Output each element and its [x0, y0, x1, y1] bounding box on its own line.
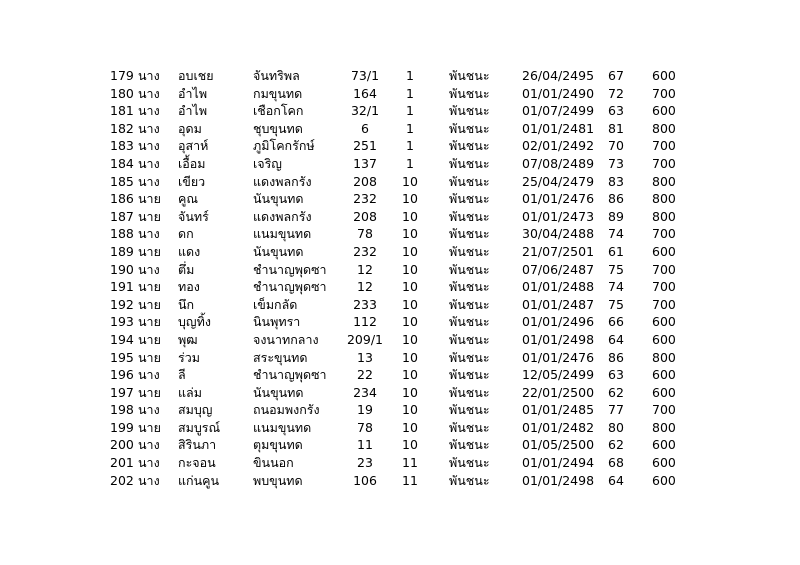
row-house-number: 78: [357, 419, 373, 435]
row-village-number: 10: [402, 437, 418, 453]
row-birth-date: 01/01/2498: [522, 472, 595, 488]
row-first-name: คูณ: [178, 191, 198, 207]
table-row: [106, 67, 696, 85]
row-title: นาง: [138, 103, 160, 119]
row-birth-date: 01/01/2476: [522, 191, 595, 207]
row-birth-date: 01/01/2481: [522, 120, 595, 136]
row-surname: ชำนาญพุดซา: [253, 367, 327, 383]
row-number: 191: [110, 279, 134, 295]
row-number: 183: [110, 138, 134, 154]
row-title: นาง: [138, 437, 160, 453]
row-first-name: อุสาห์: [178, 138, 209, 154]
table-row: [106, 419, 696, 437]
row-village-number: 10: [402, 349, 418, 365]
row-age: 63: [608, 367, 624, 383]
row-village-number: 1: [406, 155, 414, 171]
row-subdistrict: พันชนะ: [449, 472, 490, 488]
row-surname: เข็มกลัด: [253, 296, 298, 312]
row-birth-date: 26/04/2495: [522, 68, 595, 83]
row-first-name: จันทร์: [178, 208, 209, 224]
row-house-number: 73/1: [350, 68, 380, 83]
row-number: 194: [110, 331, 134, 347]
row-surname: ชำนาญพุดซา: [253, 261, 327, 277]
row-allowance-amount: 800: [652, 419, 676, 435]
row-birth-date: 21/07/2501: [522, 243, 595, 259]
row-age: 68: [608, 455, 624, 471]
row-number: 180: [110, 85, 134, 101]
row-allowance-amount: 800: [652, 208, 676, 224]
row-age: 81: [608, 120, 624, 136]
row-birth-date: 07/06/2487: [522, 261, 595, 277]
row-subdistrict: พันชนะ: [449, 173, 490, 189]
row-surname: จันทริพล: [253, 68, 300, 83]
row-first-name: อำไพ: [178, 103, 208, 119]
row-house-number: 23: [357, 455, 373, 471]
row-surname: กมขุนทด: [253, 85, 303, 101]
row-number: 179: [110, 68, 134, 83]
row-subdistrict: พันชนะ: [449, 331, 490, 347]
row-subdistrict: พันชนะ: [449, 191, 490, 207]
row-house-number: 106: [353, 472, 377, 488]
row-village-number: 10: [402, 367, 418, 383]
row-surname: ชุบขุนทด: [253, 120, 303, 136]
row-allowance-amount: 600: [652, 472, 676, 488]
table-row: [106, 243, 696, 261]
row-village-number: 10: [402, 384, 418, 400]
row-subdistrict: พันชนะ: [449, 68, 490, 83]
row-house-number: 11: [357, 437, 373, 453]
row-number: 189: [110, 243, 134, 259]
row-house-number: 32/1: [350, 103, 380, 119]
row-title: นาย: [138, 296, 161, 312]
row-allowance-amount: 600: [652, 437, 676, 453]
row-village-number: 10: [402, 419, 418, 435]
table-row: [106, 296, 696, 314]
table-row: [106, 85, 696, 103]
row-title: นาง: [138, 173, 160, 189]
table-row: [106, 155, 696, 173]
row-birth-date: 01/01/2490: [522, 85, 595, 101]
row-first-name: อบเชย: [178, 68, 214, 83]
row-allowance-amount: 700: [652, 138, 676, 154]
row-subdistrict: พันชนะ: [449, 455, 490, 471]
row-first-name: กะจอน: [178, 455, 216, 471]
row-house-number: 232: [353, 191, 377, 207]
row-subdistrict: พันชนะ: [449, 384, 490, 400]
row-house-number: 251: [353, 138, 377, 154]
row-surname: ตุมขุนทด: [253, 437, 303, 453]
row-birth-date: 01/01/2496: [522, 314, 595, 330]
row-first-name: เอื้อม: [178, 155, 206, 171]
row-house-number: 137: [353, 155, 377, 171]
table-row: [106, 401, 696, 419]
row-number: 198: [110, 402, 134, 418]
row-birth-date: 01/01/2485: [522, 402, 595, 418]
row-house-number: 209/1: [346, 331, 384, 347]
row-house-number: 13: [357, 349, 373, 365]
row-village-number: 11: [402, 472, 418, 488]
row-village-number: 10: [402, 279, 418, 295]
row-number: 184: [110, 155, 134, 171]
row-birth-date: 01/01/2498: [522, 331, 595, 347]
row-allowance-amount: 700: [652, 155, 676, 171]
row-age: 83: [608, 173, 624, 189]
row-number: 192: [110, 296, 134, 312]
row-first-name: พุฒ: [178, 331, 198, 347]
row-house-number: 232: [353, 243, 377, 259]
row-birth-date: 30/04/2488: [522, 226, 595, 242]
row-first-name: ร่วม: [178, 349, 200, 365]
row-number: 186: [110, 191, 134, 207]
row-number: 197: [110, 384, 134, 400]
row-house-number: 164: [353, 85, 377, 101]
row-village-number: 10: [402, 191, 418, 207]
row-village-number: 10: [402, 331, 418, 347]
row-allowance-amount: 600: [652, 103, 676, 119]
row-birth-date: 22/01/2500: [522, 384, 595, 400]
row-village-number: 1: [406, 103, 414, 119]
row-allowance-amount: 700: [652, 261, 676, 277]
row-house-number: 6: [361, 120, 369, 136]
row-title: นาย: [138, 314, 161, 330]
row-age: 74: [608, 226, 624, 242]
row-village-number: 10: [402, 226, 418, 242]
row-age: 77: [608, 402, 624, 418]
table-row: [106, 472, 696, 490]
row-birth-date: 01/01/2482: [522, 419, 595, 435]
row-first-name: ทอง: [178, 279, 200, 295]
row-number: 182: [110, 120, 134, 136]
row-title: นาย: [138, 208, 161, 224]
row-surname: พบขุนทด: [253, 472, 303, 488]
row-allowance-amount: 600: [652, 455, 676, 471]
row-birth-date: 01/07/2499: [522, 103, 595, 119]
row-house-number: 19: [357, 402, 373, 418]
row-title: นาง: [138, 138, 160, 154]
row-allowance-amount: 800: [652, 120, 676, 136]
row-age: 67: [608, 68, 624, 83]
row-house-number: 208: [353, 173, 377, 189]
row-allowance-amount: 700: [652, 279, 676, 295]
row-village-number: 10: [402, 173, 418, 189]
row-first-name: บุญทิ้ง: [178, 314, 211, 330]
row-surname: จงนาทกลาง: [253, 331, 319, 347]
row-birth-date: 01/01/2488: [522, 279, 595, 295]
row-subdistrict: พันชนะ: [449, 120, 490, 136]
row-subdistrict: พันชนะ: [449, 155, 490, 171]
row-village-number: 10: [402, 402, 418, 418]
row-village-number: 10: [402, 208, 418, 224]
row-allowance-amount: 700: [652, 85, 676, 101]
row-title: นาย: [138, 384, 161, 400]
table-row: [106, 173, 696, 191]
row-title: นาง: [138, 85, 160, 101]
table-row: [106, 384, 696, 402]
row-house-number: 78: [357, 226, 373, 242]
row-village-number: 10: [402, 296, 418, 312]
row-subdistrict: พันชนะ: [449, 138, 490, 154]
row-title: นาย: [138, 191, 161, 207]
row-allowance-amount: 600: [652, 384, 676, 400]
row-age: 63: [608, 103, 624, 119]
row-surname: นันขุนทด: [253, 384, 304, 400]
row-first-name: สมบุญ: [178, 402, 213, 418]
row-allowance-amount: 600: [652, 243, 676, 259]
row-allowance-amount: 700: [652, 402, 676, 418]
row-allowance-amount: 800: [652, 349, 676, 365]
row-allowance-amount: 600: [652, 367, 676, 383]
row-subdistrict: พันชนะ: [449, 103, 490, 119]
row-title: นาง: [138, 120, 160, 136]
row-subdistrict: พันชนะ: [449, 437, 490, 453]
row-birth-date: 07/08/2489: [522, 155, 595, 171]
row-house-number: 208: [353, 208, 377, 224]
row-title: นาง: [138, 402, 160, 418]
table-row: [106, 366, 696, 384]
row-age: 86: [608, 349, 624, 365]
row-surname: นันขุนทด: [253, 243, 304, 259]
table-row: [106, 454, 696, 472]
roster-table: [106, 67, 696, 489]
row-birth-date: 01/01/2473: [522, 208, 595, 224]
row-age: 66: [608, 314, 624, 330]
row-birth-date: 25/04/2479: [522, 173, 595, 189]
row-birth-date: 01/05/2500: [522, 437, 595, 453]
row-number: 196: [110, 367, 134, 383]
row-allowance-amount: 800: [652, 173, 676, 189]
row-village-number: 1: [406, 120, 414, 136]
row-age: 86: [608, 191, 624, 207]
row-village-number: 10: [402, 243, 418, 259]
row-number: 193: [110, 314, 134, 330]
row-surname: แนมขุนทด: [253, 226, 312, 242]
row-birth-date: 01/01/2494: [522, 455, 595, 471]
row-house-number: 233: [353, 296, 377, 312]
row-title: นาง: [138, 472, 160, 488]
row-surname: เชือกโคก: [253, 103, 304, 119]
row-subdistrict: พันชนะ: [449, 208, 490, 224]
row-first-name: ดก: [178, 226, 194, 242]
row-number: 187: [110, 208, 134, 224]
row-subdistrict: พันชนะ: [449, 243, 490, 259]
row-birth-date: 02/01/2492: [522, 138, 595, 154]
row-birth-date: 01/01/2487: [522, 296, 595, 312]
row-number: 201: [110, 455, 134, 471]
row-subdistrict: พันชนะ: [449, 419, 490, 435]
row-first-name: แดง: [178, 243, 201, 259]
row-title: นาย: [138, 349, 161, 365]
row-age: 64: [608, 472, 624, 488]
row-allowance-amount: 700: [652, 226, 676, 242]
row-number: 199: [110, 419, 134, 435]
row-age: 89: [608, 208, 624, 224]
table-row: [106, 190, 696, 208]
row-first-name: อุดม: [178, 120, 202, 136]
row-age: 62: [608, 384, 624, 400]
row-age: 75: [608, 296, 624, 312]
table-row: [106, 261, 696, 279]
row-village-number: 1: [406, 138, 414, 154]
table-row: [106, 349, 696, 367]
row-age: 62: [608, 437, 624, 453]
row-first-name: สมบูรณ์: [178, 419, 221, 435]
row-age: 75: [608, 261, 624, 277]
row-first-name: ลี: [178, 367, 186, 383]
row-village-number: 10: [402, 261, 418, 277]
row-age: 61: [608, 243, 624, 259]
row-house-number: 112: [353, 314, 377, 330]
row-subdistrict: พันชนะ: [449, 314, 490, 330]
row-house-number: 12: [357, 279, 373, 295]
row-age: 74: [608, 279, 624, 295]
table-row: [106, 208, 696, 226]
row-surname: นันขุนทด: [253, 191, 304, 207]
table-row: [106, 313, 696, 331]
row-age: 80: [608, 419, 624, 435]
row-title: นาง: [138, 155, 160, 171]
row-surname: สระขุนทด: [253, 349, 308, 365]
table-row: [106, 137, 696, 155]
row-subdistrict: พันชนะ: [449, 279, 490, 295]
row-title: นาง: [138, 367, 160, 383]
row-first-name: แก่นคูน: [178, 472, 220, 488]
row-first-name: นึก: [178, 296, 195, 312]
row-birth-date: 12/05/2499: [522, 367, 595, 383]
row-age: 70: [608, 138, 624, 154]
row-allowance-amount: 600: [652, 314, 676, 330]
row-title: นาย: [138, 419, 161, 435]
row-first-name: สิรินภา: [178, 437, 217, 453]
row-surname: แดงพลกรัง: [253, 208, 312, 224]
row-house-number: 22: [357, 367, 373, 383]
row-title: นาย: [138, 331, 161, 347]
table-row: [106, 331, 696, 349]
row-birth-date: 01/01/2476: [522, 349, 595, 365]
row-surname: ชำนาญพุดซา: [253, 279, 327, 295]
row-first-name: เขียว: [178, 173, 206, 189]
row-surname: แนมขุนทด: [253, 419, 312, 435]
row-allowance-amount: 600: [652, 331, 676, 347]
row-title: นาย: [138, 279, 161, 295]
row-surname: ขินนอก: [253, 455, 294, 471]
row-subdistrict: พันชนะ: [449, 296, 490, 312]
table-row: [106, 278, 696, 296]
row-surname: ถนอมพงกรัง: [253, 402, 320, 418]
row-number: 185: [110, 173, 134, 189]
row-title: นาง: [138, 261, 160, 277]
row-number: 200: [110, 437, 134, 453]
row-village-number: 11: [402, 455, 418, 471]
row-subdistrict: พันชนะ: [449, 261, 490, 277]
row-title: นาง: [138, 68, 160, 83]
row-allowance-amount: 800: [652, 191, 676, 207]
row-surname: เจริญ: [253, 155, 282, 171]
row-number: 181: [110, 103, 134, 119]
row-age: 73: [608, 155, 624, 171]
table-row: [106, 120, 696, 138]
row-age: 64: [608, 331, 624, 347]
row-village-number: 1: [406, 85, 414, 101]
row-subdistrict: พันชนะ: [449, 349, 490, 365]
row-surname: แดงพลกรัง: [253, 173, 312, 189]
row-subdistrict: พันชนะ: [449, 85, 490, 101]
row-surname: ภูมิโคกรักษ์: [253, 138, 315, 154]
row-house-number: 234: [353, 384, 377, 400]
row-title: นาง: [138, 455, 160, 471]
row-number: 195: [110, 349, 134, 365]
row-village-number: 10: [402, 314, 418, 330]
row-allowance-amount: 600: [652, 68, 676, 83]
row-age: 72: [608, 85, 624, 101]
row-first-name: แล่ม: [178, 384, 202, 400]
row-house-number: 12: [357, 261, 373, 277]
row-subdistrict: พันชนะ: [449, 367, 490, 383]
row-village-number: 1: [406, 68, 414, 83]
row-allowance-amount: 700: [652, 296, 676, 312]
row-first-name: อำไพ: [178, 85, 208, 101]
row-number: 188: [110, 226, 134, 242]
row-title: นาง: [138, 226, 160, 242]
row-subdistrict: พันชนะ: [449, 402, 490, 418]
row-number: 202: [110, 472, 134, 488]
row-number: 190: [110, 261, 134, 277]
table-row: [106, 436, 696, 454]
table-row: [106, 225, 696, 243]
table-row: [106, 102, 696, 120]
row-surname: นินพุทรา: [253, 314, 301, 330]
row-subdistrict: พันชนะ: [449, 226, 490, 242]
row-title: นาย: [138, 243, 161, 259]
row-first-name: ตึ่ม: [178, 261, 195, 277]
